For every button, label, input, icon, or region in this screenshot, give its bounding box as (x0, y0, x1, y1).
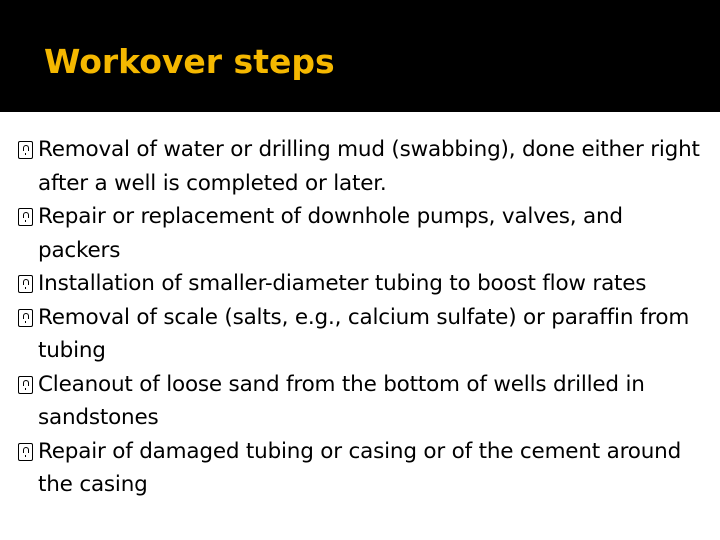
bullet-item (18, 133, 708, 200)
bullet-item (18, 267, 708, 301)
bullet-text: Removal of scale (salts, e.g., calcium sulfate) or paraffin from tubing (38, 304, 690, 363)
replacement-character-icon (18, 443, 33, 461)
bullet-list (18, 133, 708, 502)
bullet-item (18, 435, 708, 502)
bullet-text: Repair or replacement of downhole pumps, valves, and packers (38, 204, 623, 263)
bullet-text: Cleanout of loose sand from the bottom of wells drilled in sandstones (38, 371, 645, 430)
slide-title: Workover steps (44, 42, 335, 81)
bullet-text: Repair of damaged tubing or casing or of the cement around the casing (38, 438, 682, 497)
bullet-item (18, 368, 708, 435)
bullet-item (18, 301, 708, 368)
replacement-character-icon (18, 309, 33, 327)
replacement-character-icon (18, 208, 33, 226)
replacement-character-icon (18, 141, 33, 159)
bullet-text: Removal of water or drilling mud (swabbing), done either right after a well is completed or later. (38, 137, 700, 196)
replacement-character-icon (18, 376, 33, 394)
bullet-text: Installation of smaller-diameter tubing to boost flow rates (38, 271, 647, 296)
title-bar (0, 0, 720, 112)
replacement-character-icon (18, 275, 33, 293)
bullet-item (18, 200, 708, 267)
